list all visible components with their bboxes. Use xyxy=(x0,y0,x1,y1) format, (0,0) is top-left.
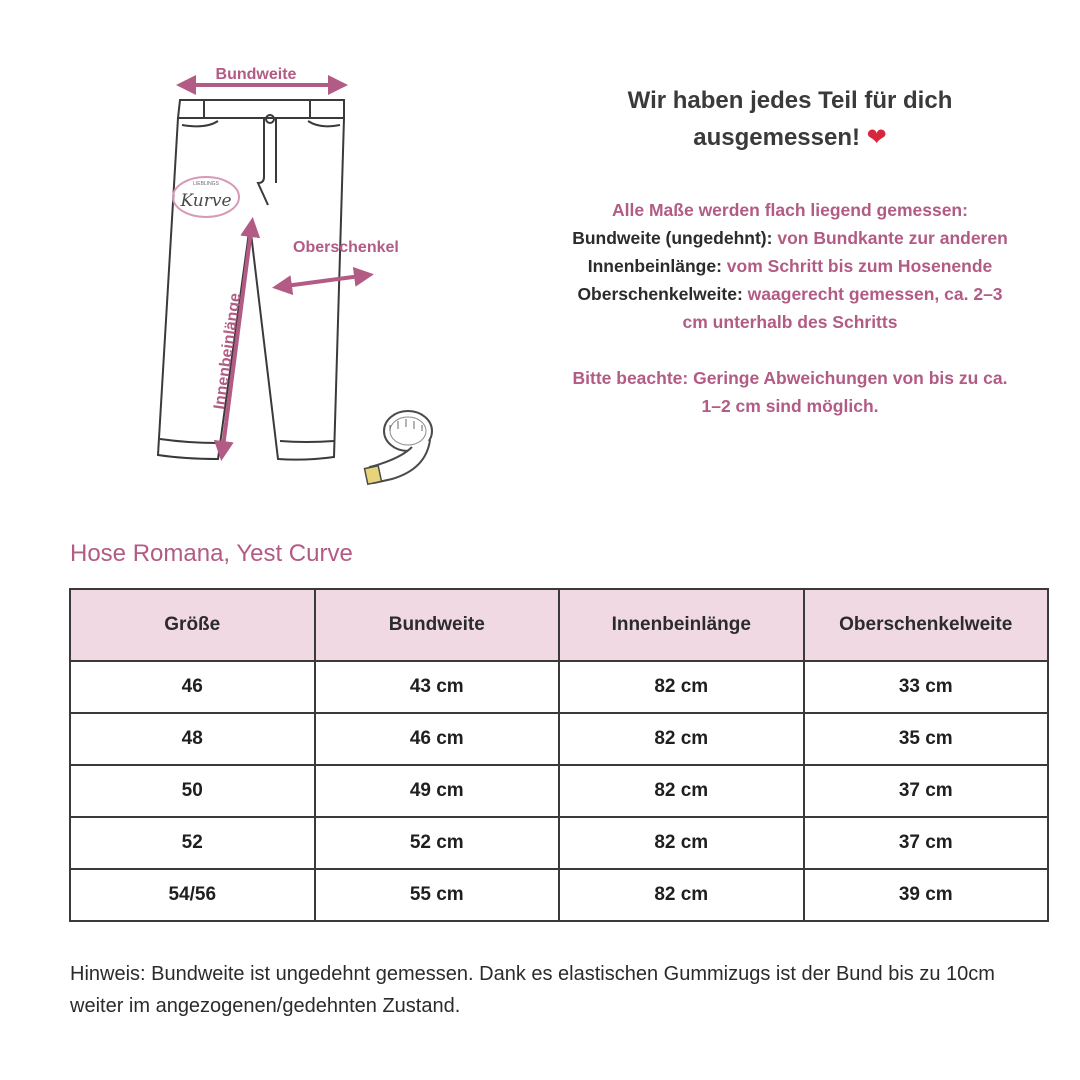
table-row xyxy=(70,817,1048,869)
cell-thigh: 33 cm xyxy=(804,661,1049,713)
info-waist-key: Bundweite (ungedehnt): xyxy=(572,228,773,248)
footnote: Hinweis: Bundweite ist ungedehnt gemessen. Dank es elastischen Gummizugs ist der Bund bis zu 10cm weiter im angezogenen/gedehnten Zustand. xyxy=(70,963,995,1017)
header-inseam: Innenbeinlänge xyxy=(559,589,804,661)
header-waist: Bundweite xyxy=(315,589,560,661)
table-row xyxy=(70,869,1048,921)
table-header-row xyxy=(70,589,1048,661)
product-title: Hose Romana, Yest Curve xyxy=(70,540,353,567)
brand-logo xyxy=(173,177,239,217)
measurement-info xyxy=(570,196,1010,420)
cell-thigh: 37 cm xyxy=(804,817,1049,869)
label-waist: Bundweite xyxy=(215,66,297,83)
info-thigh xyxy=(570,280,1010,336)
cell-inseam: 82 cm xyxy=(559,869,804,921)
table-row xyxy=(70,661,1048,713)
info-notice: Bitte beachte: Geringe Abweichungen von bis zu ca. 1–2 cm sind möglich. xyxy=(572,368,1008,416)
size-table xyxy=(69,588,1049,922)
intro-block xyxy=(570,82,1010,420)
info-thigh-value: waagerecht gemessen, ca. 2–3 cm unterhalb des Schritts xyxy=(682,284,1003,332)
cell-size: 54/56 xyxy=(70,869,315,921)
cell-waist: 43 cm xyxy=(315,661,560,713)
info-inseam-key: Innenbeinlänge: xyxy=(587,256,722,276)
cell-inseam: 82 cm xyxy=(559,713,804,765)
cell-thigh: 39 cm xyxy=(804,869,1049,921)
info-waist-value: von Bundkante zur anderen xyxy=(777,228,1008,248)
cell-inseam: 82 cm xyxy=(559,661,804,713)
info-waist xyxy=(570,224,1010,252)
header-size: Größe xyxy=(70,589,315,661)
svg-text:Kurve: Kurve xyxy=(180,191,232,211)
label-thigh: Oberschenkel xyxy=(293,239,399,256)
trousers-icon xyxy=(158,100,344,460)
cell-size: 52 xyxy=(70,817,315,869)
cell-size: 46 xyxy=(70,661,315,713)
cell-waist: 46 cm xyxy=(315,713,560,765)
info-inseam-value: vom Schritt bis zum Hosenende xyxy=(726,256,993,276)
headline-line-1: Wir haben jedes Teil für dich xyxy=(627,87,953,114)
table-row xyxy=(70,765,1048,817)
info-thigh-key: Oberschenkelweite: xyxy=(577,284,743,304)
measuring-tape-icon xyxy=(364,411,432,484)
cell-thigh: 37 cm xyxy=(804,765,1049,817)
label-inseam: Innenbeinlänge xyxy=(211,291,245,411)
trousers-diagram xyxy=(130,55,470,495)
info-all-measured: Alle Maße werden flach liegend gemessen: xyxy=(612,200,968,220)
headline xyxy=(570,82,1010,156)
info-inseam xyxy=(570,252,1010,280)
cell-thigh: 35 cm xyxy=(804,713,1049,765)
cell-waist: 52 cm xyxy=(315,817,560,869)
svg-text:LIEBLINGS: LIEBLINGS xyxy=(193,181,219,187)
cell-waist: 49 cm xyxy=(315,765,560,817)
cell-size: 48 xyxy=(70,713,315,765)
headline-line-2 xyxy=(570,119,1010,156)
table-row xyxy=(70,713,1048,765)
heart-icon: ❤ xyxy=(866,124,887,151)
cell-waist: 55 cm xyxy=(315,869,560,921)
headline-line-2-text: ausgemessen! xyxy=(693,124,860,151)
thigh-arrow xyxy=(278,275,368,287)
cell-inseam: 82 cm xyxy=(559,765,804,817)
cell-size: 50 xyxy=(70,765,315,817)
cell-inseam: 82 cm xyxy=(559,817,804,869)
header-thigh: Oberschenkelweite xyxy=(804,589,1049,661)
